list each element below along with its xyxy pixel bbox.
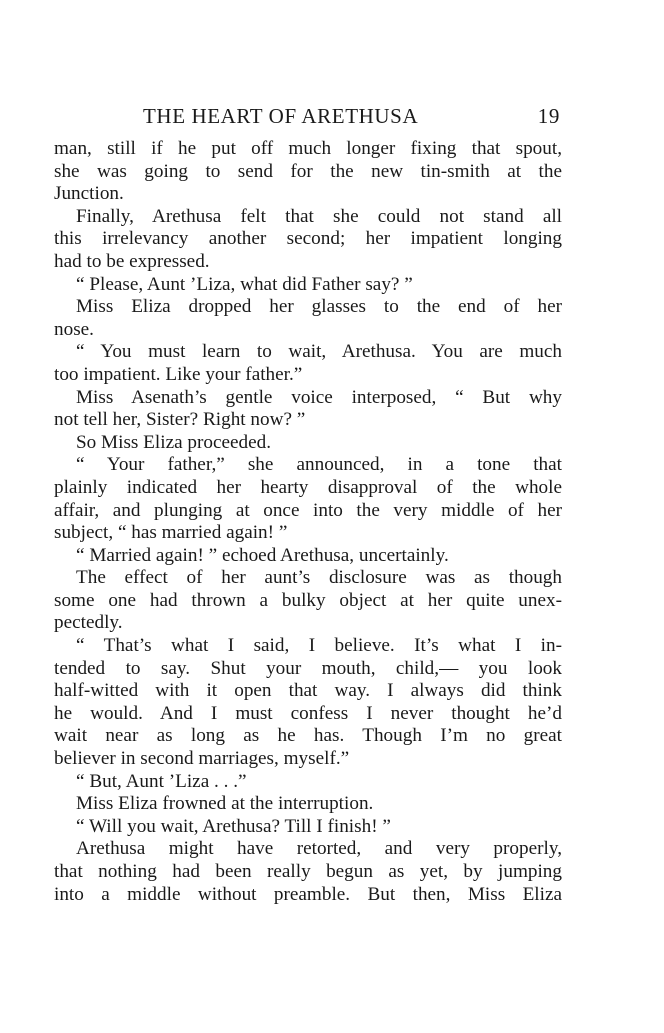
text-line: nose. bbox=[54, 318, 94, 340]
book-page bbox=[54, 104, 562, 906]
text-line: plainly indicated her hearty disapproval of the whole bbox=[54, 476, 562, 498]
text-line: Miss Eliza dropped her glasses to the end of her bbox=[76, 296, 562, 318]
text-line: Finally, Arethusa felt that she could not stand all bbox=[76, 205, 562, 227]
text-line: man, still if he put off much longer fixing that spout, bbox=[54, 138, 562, 159]
text-line: “ But, Aunt ’Liza . . .” bbox=[76, 770, 247, 792]
text-line: “ That’s what I said, I believe. It’s what I in- bbox=[76, 635, 562, 657]
text-line: she was going to send for the new tin-smith at the bbox=[54, 160, 562, 182]
text-line: some one had thrown a bulky object at her quite unex- bbox=[54, 589, 562, 611]
body-text bbox=[54, 138, 562, 906]
text-line: pectedly. bbox=[54, 612, 123, 634]
text-line: Miss Eliza frowned at the interruption. bbox=[76, 793, 374, 815]
text-line: he would. And I must confess I never thought he’d bbox=[54, 702, 562, 724]
text-line: into a middle without preamble. But then, Miss Eliza bbox=[54, 883, 562, 905]
text-line: tended to say. Shut your mouth, child,— you look bbox=[54, 657, 562, 679]
text-line: So Miss Eliza proceeded. bbox=[76, 431, 272, 453]
text-line: too impatient. Like your father.” bbox=[54, 363, 303, 385]
running-title: THE HEART OF ARETHUSA bbox=[143, 104, 419, 128]
text-line: Miss Asenath’s gentle voice interposed, “ But why bbox=[76, 386, 562, 408]
text-line: believer in second marriages, myself.” bbox=[54, 748, 350, 770]
text-line: “ You must learn to wait, Arethusa. You are much bbox=[76, 341, 562, 363]
text-line: that nothing had been really begun as yet, by jumping bbox=[54, 861, 562, 882]
text-line: subject, “ has married again! ” bbox=[54, 522, 288, 544]
text-line: half-witted with it open that way. I always did think bbox=[54, 680, 562, 702]
text-line: “ Married again! ” echoed Arethusa, uncertainly. bbox=[76, 544, 449, 566]
text-line: Junction. bbox=[54, 183, 124, 205]
text-line: affair, and plunging at once into the very middle of her bbox=[54, 499, 562, 521]
page-number: 19 bbox=[537, 104, 560, 128]
text-line: had to be expressed. bbox=[54, 250, 210, 272]
text-line: “ Please, Aunt ’Liza, what did Father say? ” bbox=[76, 273, 413, 295]
text-line: “ Will you wait, Arethusa? Till I finish! ” bbox=[76, 815, 391, 837]
text-line: Arethusa might have retorted, and very properly, bbox=[76, 838, 562, 860]
text-line: wait near as long as he has. Though I’m no great bbox=[54, 725, 562, 747]
text-line: “ Your father,” she announced, in a tone that bbox=[76, 454, 562, 476]
text-line: The effect of her aunt’s disclosure was as though bbox=[76, 567, 562, 589]
text-line: not tell her, Sister? Right now? ” bbox=[54, 409, 306, 431]
page-header bbox=[54, 104, 562, 138]
text-line: this irrelevancy another second; her impatient longing bbox=[54, 228, 562, 250]
